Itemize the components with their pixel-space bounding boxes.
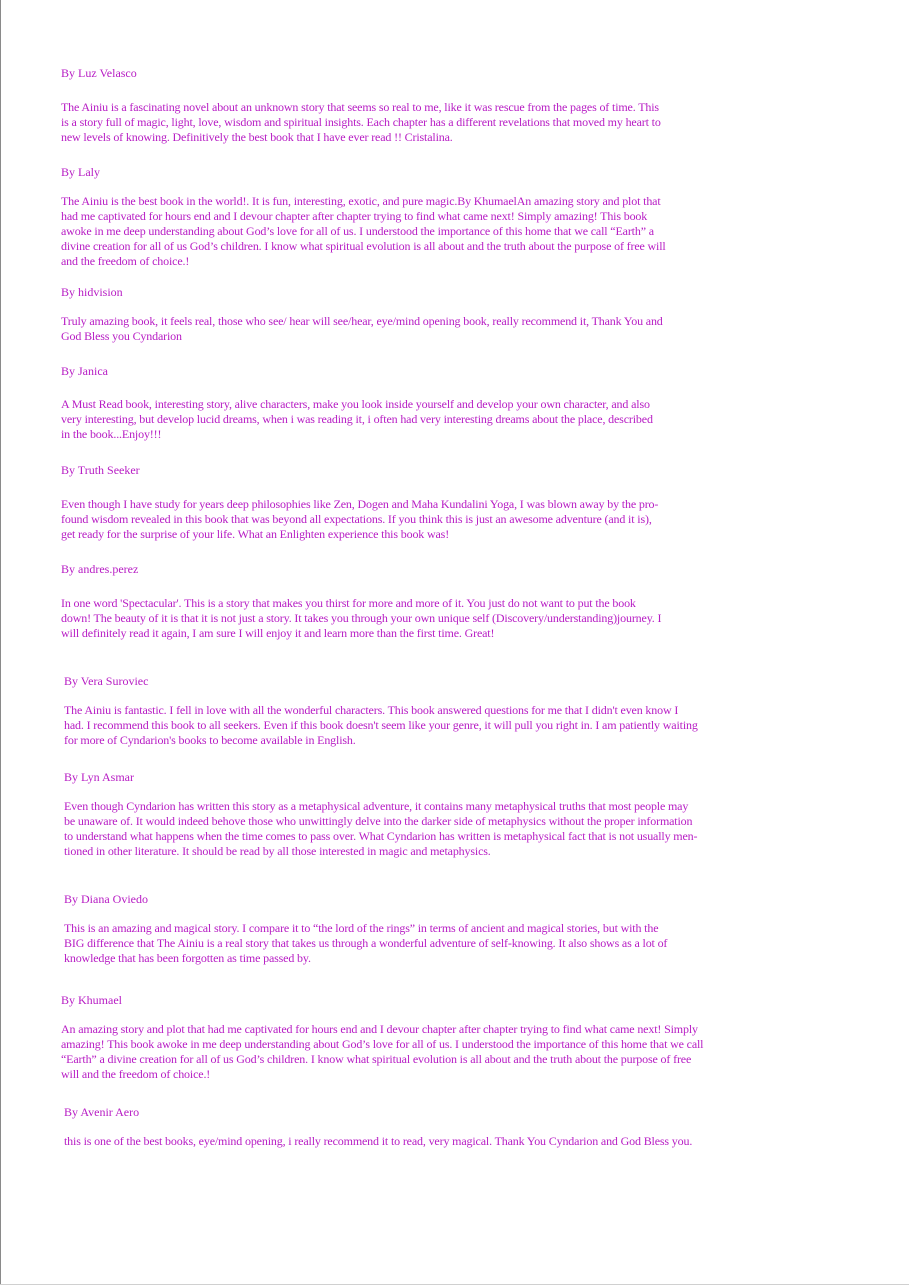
review-block	[64, 674, 854, 748]
page-left-edge	[0, 0, 1, 1285]
review-text-line: divine creation for all of us God’s children. I know what spiritual evolution is all about and the truth about the purpose of free will	[61, 239, 666, 253]
review-text	[64, 1134, 854, 1149]
review-text-line: In one word 'Spectacular'. This is a story that makes you thirst for more and more of it. You just do not want to put the book	[61, 596, 636, 610]
review-text-line: will and the freedom of choice.!	[61, 1067, 211, 1081]
review-text	[64, 921, 854, 966]
review-author: By Janica	[61, 364, 108, 378]
review-text	[64, 703, 854, 748]
review-author: By Avenir Aero	[64, 1105, 140, 1119]
review-author: By hidvision	[61, 285, 123, 299]
review-text-line: found wisdom revealed in this book that was beyond all expectations. If you think this is just an awesome adventure (and it is),	[61, 512, 652, 526]
review-text-line: be unaware of. It would indeed behove those who unwittingly delve into the darker side of metaphysics without the proper information	[64, 814, 693, 828]
review-text-line: Truly amazing book, it feels real, those who see/ hear will see/hear, eye/mind opening book, really recommend it, Thank You and	[61, 314, 663, 328]
review-text-line: Even though Cyndarion has written this story as a metaphysical adventure, it contains many metaphysical truths that most people may	[64, 799, 689, 813]
review-text-line: for more of Cyndarion's books to become available in English.	[64, 733, 356, 747]
review-text-line: had me captivated for hours end and I devour chapter after chapter trying to find what came next! Simply amazing! This book	[61, 209, 648, 223]
review-text-line: amazing! This book awoke in me deep understanding about God’s love for all of us. I understood the importance of this home that we call	[61, 1037, 704, 1051]
review-text	[61, 314, 851, 344]
review-block	[64, 770, 854, 859]
review-author: By Vera Suroviec	[64, 674, 149, 688]
review-text	[61, 596, 851, 641]
review-text-line: down! The beauty of it is that it is not just a story. It takes you through your own unique self (Discovery/understanding)journey. I	[61, 611, 662, 625]
review-text	[61, 194, 851, 269]
review-text-line: and the freedom of choice.!	[61, 254, 190, 268]
review-block	[61, 463, 851, 542]
review-text	[61, 497, 851, 542]
review-text-line: The Ainiu is the best book in the world!. It is fun, interesting, exotic, and pure magic.By KhumaelAn amazing story and plot that	[61, 194, 661, 208]
review-text-line: Even though I have study for years deep philosophies like Zen, Dogen and Maha Kundalini Yoga, I was blown away by the pro-	[61, 497, 659, 511]
review-text-line: knowledge that has been forgotten as time passed by.	[64, 951, 311, 965]
review-author: By Khumael	[61, 993, 122, 1007]
review-author: By Diana Oviedo	[64, 892, 148, 906]
review-block	[61, 993, 851, 1082]
review-text	[61, 1022, 851, 1082]
review-text	[61, 100, 851, 145]
review-text-line: new levels of knowing. Definitively the best book that I have ever read !! Cristalina.	[61, 130, 453, 144]
review-author: By Lyn Asmar	[64, 770, 135, 784]
review-text-line: God Bless you Cyndarion	[61, 329, 182, 343]
review-text-line: A Must Read book, interesting story, alive characters, make you look inside yourself and develop your own character, and also	[61, 397, 650, 411]
review-author: By andres.perez	[61, 562, 139, 576]
review-text-line: had. I recommend this book to all seekers. Even if this book doesn't seem like your genre, it will pull you right in. I am patiently waiting	[64, 718, 698, 732]
review-block	[61, 285, 851, 344]
review-block	[61, 364, 851, 442]
review-text	[61, 397, 851, 442]
review-block	[61, 165, 851, 269]
review-text-line: is a story full of magic, light, love, wisdom and spiritual insights. Each chapter has a different revelations that moved my heart to	[61, 115, 661, 129]
review-text-line: very interesting, but develop lucid dreams, when i was reading it, i often had very interesting dreams about the place, described	[61, 412, 653, 426]
review-text-line: get ready for the surprise of your life. What an Enlighten experience this book was!	[61, 527, 450, 541]
review-text-line: BIG difference that The Ainiu is a real story that takes us through a wonderful adventure of self-knowing. It also shows as a lot of	[64, 936, 668, 950]
review-author: By Luz Velasco	[61, 66, 137, 80]
review-text-line: “Earth” a divine creation for all of us God’s children. I know what spiritual evolution is all about and the truth about the purpose of free	[61, 1052, 692, 1066]
review-text-line: will definitely read it again, I am sure I will enjoy it and learn more than the first time. Great!	[61, 626, 495, 640]
review-text-line: The Ainiu is fantastic. I fell in love with all the wonderful characters. This book answered questions for me that I didn't even know I	[64, 703, 679, 717]
review-author: By Laly	[61, 165, 100, 179]
review-text-line: in the book...Enjoy!!!	[61, 427, 162, 441]
review-text-line: this is one of the best books, eye/mind opening, i really recommend it to read, very magical. Thank You Cyndarion and God Bless you.	[64, 1134, 693, 1148]
review-text-line: An amazing story and plot that had me captivated for hours end and I devour chapter after chapter trying to find what came next! Simply	[61, 1022, 698, 1036]
review-text-line: to understand what happens when the time comes to pass over. What Cyndarion has written is metaphysical fact that is not usually men-	[64, 829, 698, 843]
review-block	[64, 1105, 854, 1149]
review-text-line: This is an amazing and magical story. I compare it to “the lord of the rings” in terms of ancient and magical stories, but with the	[64, 921, 659, 935]
review-text-line: tioned in other literature. It should be read by all those interested in magic and metaphysics.	[64, 844, 491, 858]
review-text-line: The Ainiu is a fascinating novel about an unknown story that seems so real to me, like it was rescue from the pages of time. This	[61, 100, 659, 114]
review-author: By Truth Seeker	[61, 463, 140, 477]
review-block	[61, 562, 851, 641]
review-text	[64, 799, 854, 859]
review-block	[61, 66, 851, 145]
review-block	[64, 892, 854, 966]
review-text-line: awoke in me deep understanding about God’s love for all of us. I understood the importance of this home that we call “Earth” a	[61, 224, 654, 238]
